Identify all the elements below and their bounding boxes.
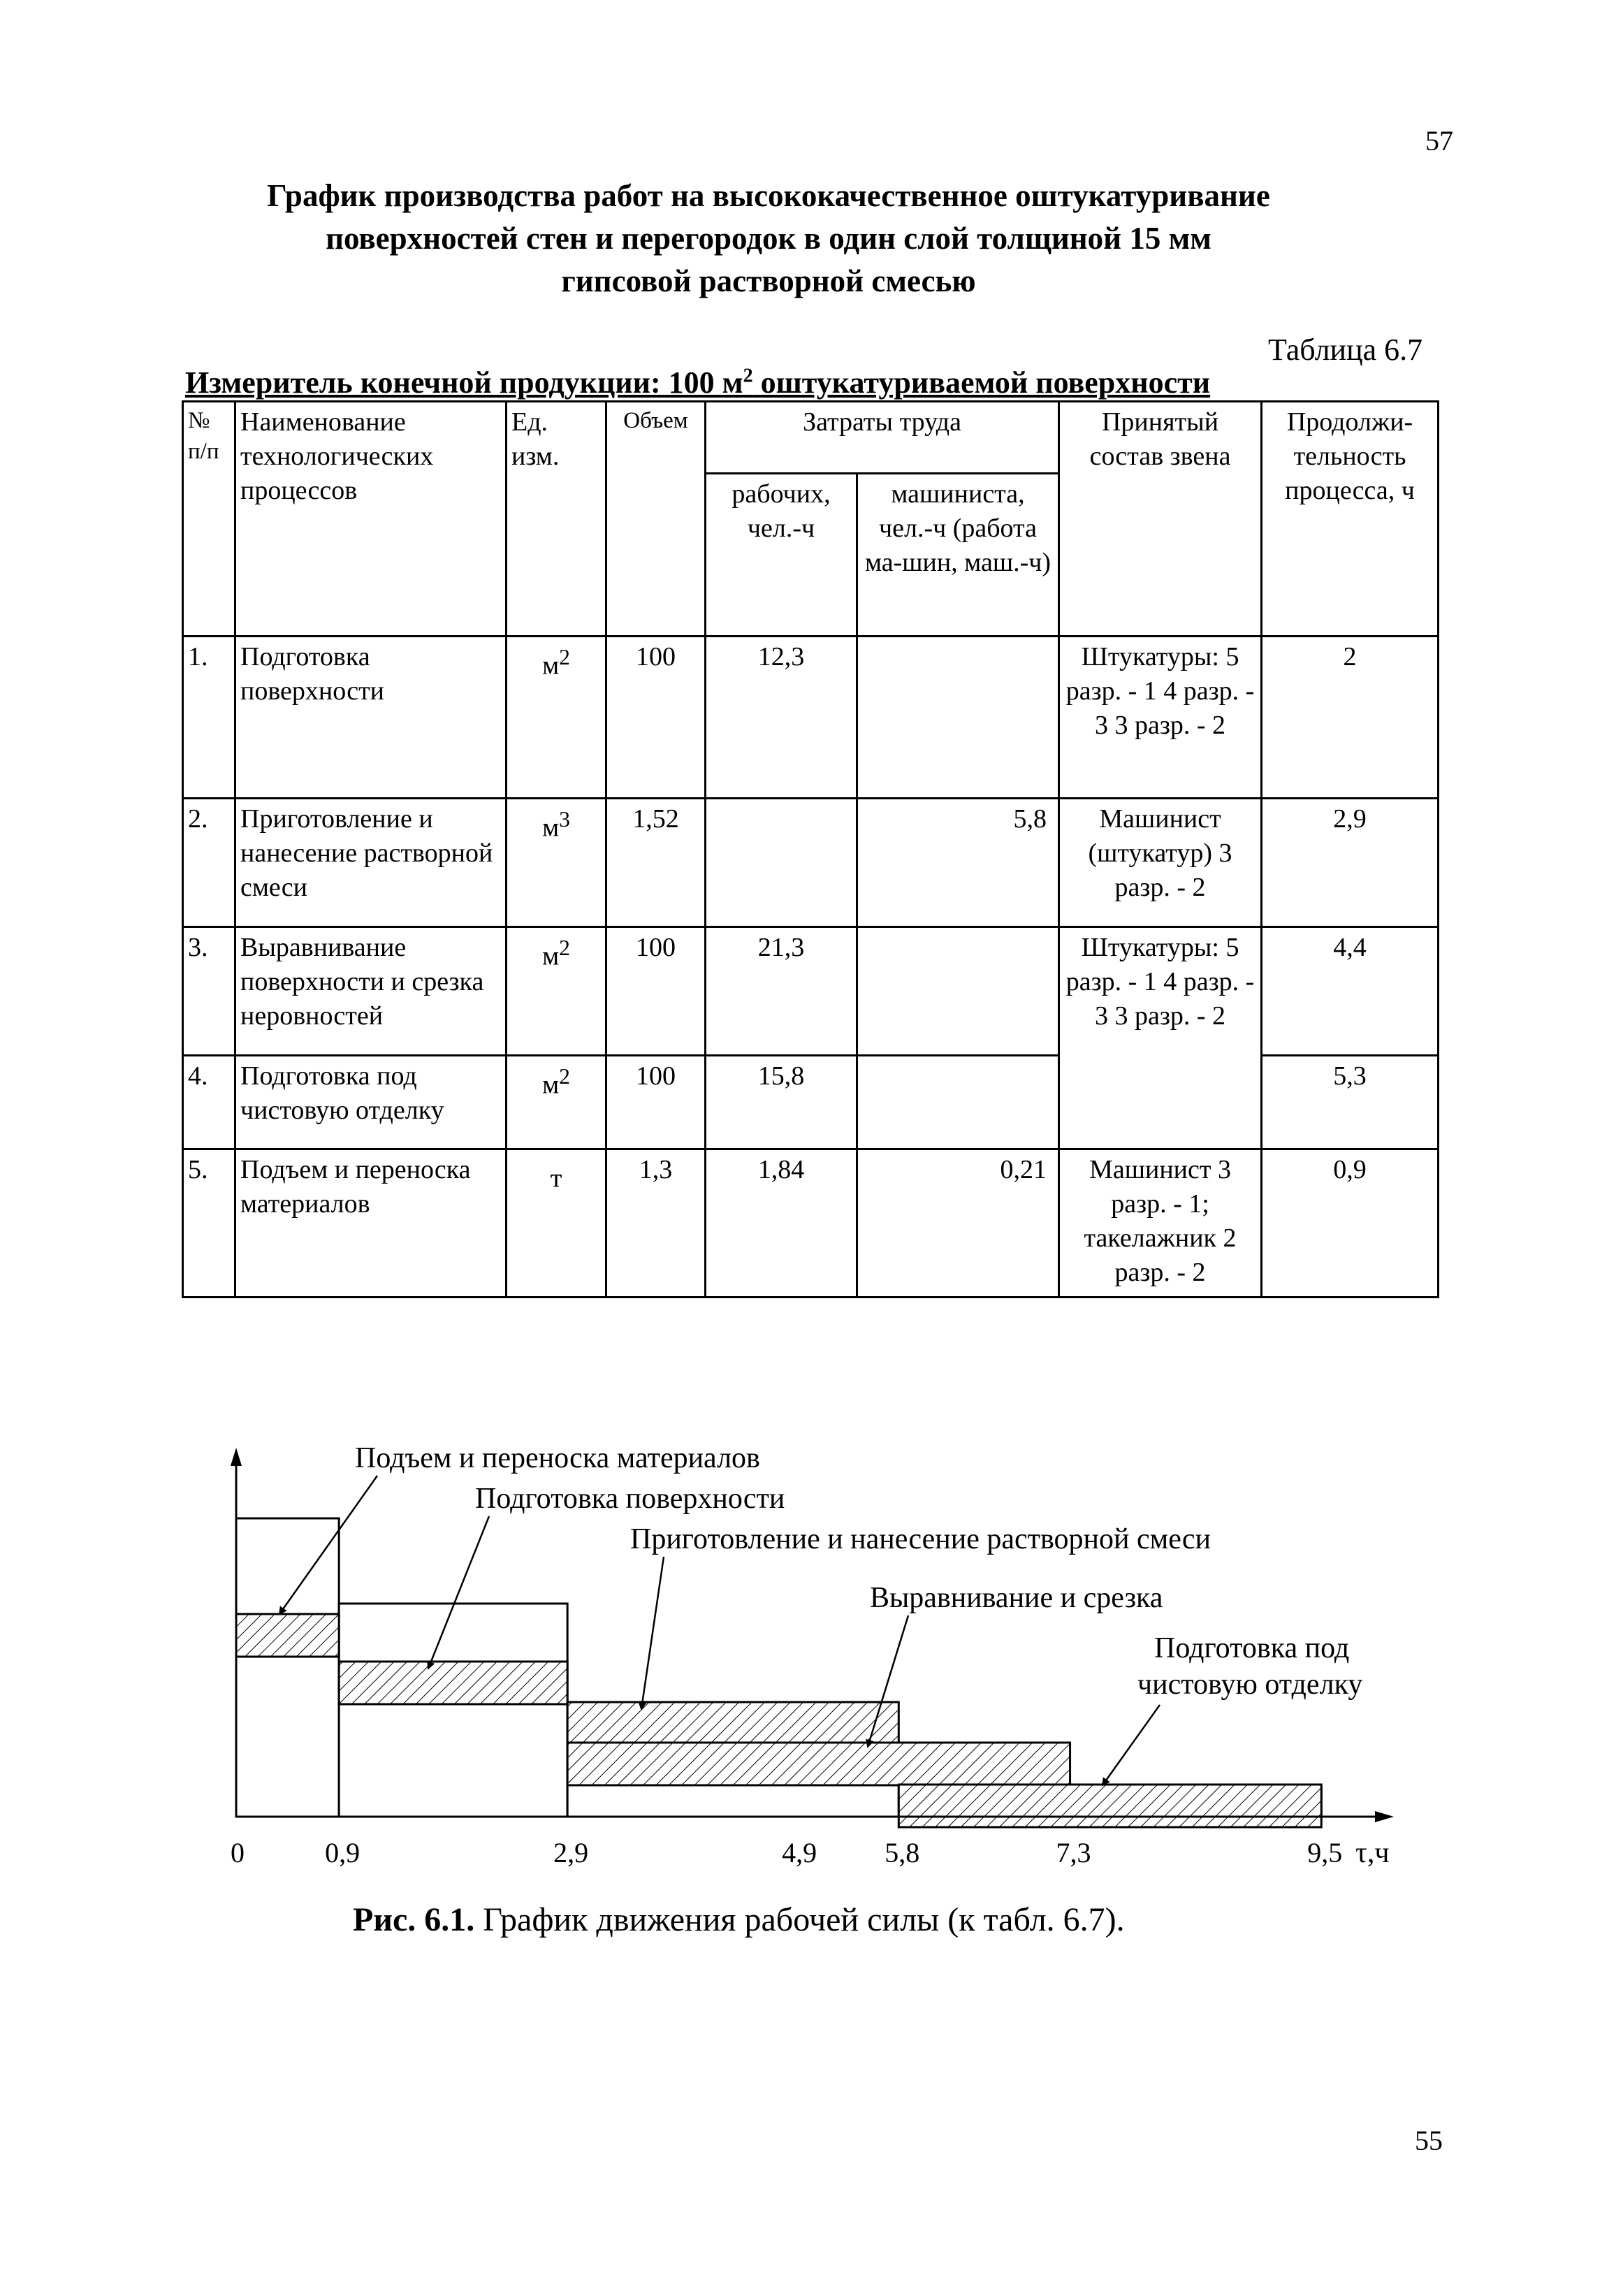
cell-unit [507, 927, 606, 1056]
bar-4 [898, 1785, 1321, 1827]
cell-duration: 5,3 [1262, 1056, 1439, 1149]
header-duration: Продолжи-тельность процесса, ч [1262, 402, 1439, 637]
cell-duration: 2 [1262, 637, 1439, 799]
table-caption: Таблица 6.7 [1268, 333, 1423, 367]
cell-machinist [857, 637, 1059, 799]
cell-crew: Штукатуры: 5 разр. - 1 4 разр. - 3 3 разр. - 2 [1059, 927, 1262, 1149]
cell-num: 5. [183, 1149, 235, 1298]
cell-unit-sup: 3 [559, 807, 570, 831]
leader-finish-prep [1102, 1705, 1160, 1785]
page-title [175, 175, 1362, 303]
cell-machinist [857, 1056, 1059, 1149]
cell-name: Подготовка поверхности [235, 637, 507, 799]
bar-2 [567, 1702, 898, 1745]
cell-machinist [857, 927, 1059, 1056]
figure-caption [353, 1901, 1125, 1939]
label-finish-prep-1: Подготовка под [1154, 1632, 1350, 1664]
cell-unit [507, 637, 606, 799]
title-line: График производства работ на высококачественное оштукатуривание [267, 178, 1270, 213]
title-line: поверхностей стен и перегородок в один слой толщиной 15 мм [326, 221, 1211, 256]
cell-volume: 1,52 [606, 799, 706, 927]
cell-name: Приготовление и нанесение растворной смеси [235, 799, 507, 927]
cell-crew: Машинист (штукатур) 3 разр. - 2 [1059, 799, 1262, 927]
cell-unit-sup: 2 [559, 1064, 570, 1089]
cell-num: 1. [183, 637, 235, 799]
bar-1 [339, 1662, 567, 1704]
cell-workers: 21,3 [706, 927, 857, 1056]
cell-crew: Машинист 3 разр. - 1; такелажник 2 разр. - 2 [1059, 1149, 1262, 1298]
cell-unit-base: м [542, 941, 560, 971]
cell-unit-base: м [542, 813, 560, 843]
cell-unit-sup: 2 [559, 645, 570, 669]
table-row [183, 637, 1439, 799]
cell-machinist: 0,21 [857, 1149, 1059, 1298]
cell-unit [507, 799, 606, 927]
table-row [183, 799, 1439, 927]
x-tick-label: 4,9 [782, 1837, 817, 1868]
header-name: Наименование технологических процессов [235, 402, 507, 637]
cell-unit-base: м [542, 1070, 560, 1100]
x-axis-label: τ,ч [1355, 1837, 1390, 1869]
x-tick-label: 2,9 [553, 1837, 589, 1868]
page-number-bottom: 55 [1415, 2125, 1443, 2156]
cell-crew: Штукатуры: 5 разр. - 1 4 разр. - 3 3 разр. - 2 [1059, 637, 1262, 799]
x-tick-label: 0 [231, 1837, 245, 1868]
header-num: № п/п [183, 402, 235, 637]
table-row [183, 927, 1439, 1056]
x-tick-label: 5,8 [885, 1837, 920, 1868]
x-tick-label: 0,9 [325, 1837, 361, 1868]
cell-unit [507, 1056, 606, 1149]
cell-unit-base: м [542, 651, 560, 681]
cell-duration: 0,9 [1262, 1149, 1439, 1298]
workforce-chart [0, 1418, 1623, 1894]
y-axis-arrow [231, 1448, 242, 1466]
cell-volume: 100 [606, 1056, 706, 1149]
bar-3 [567, 1743, 1070, 1785]
header-crew: Принятый состав звена [1059, 402, 1262, 637]
title-line: гипсовой растворной смесью [561, 263, 976, 298]
table-row [183, 1149, 1439, 1298]
cell-name: Подъем и переноска материалов [235, 1149, 507, 1298]
cell-duration: 2,9 [1262, 799, 1439, 927]
label-mix: Приготовление и нанесение растворной смеси [630, 1523, 1211, 1555]
works-table [182, 400, 1439, 1298]
label-lifting: Подъем и переноска материалов [355, 1442, 760, 1474]
measure-suffix: оштукатуриваемой поверхности [752, 365, 1211, 400]
header-volume: Объем [606, 402, 706, 637]
cell-workers: 1,84 [706, 1149, 857, 1298]
cell-num: 4. [183, 1056, 235, 1149]
label-finish-prep-2: чистовую отделку [1137, 1669, 1363, 1701]
workload-block [339, 1604, 567, 1817]
x-tick-label: 9,5 [1307, 1837, 1343, 1868]
cell-workers: 12,3 [706, 637, 857, 799]
cell-volume: 100 [606, 637, 706, 799]
cell-unit-base: т [550, 1163, 562, 1193]
header-machinist: машиниста, чел.-ч (работа ма-шин, маш.-ч) [857, 474, 1059, 637]
cell-duration: 4,4 [1262, 927, 1439, 1056]
figure-caption-text: График движения рабочей силы (к табл. 6.7). [474, 1901, 1125, 1938]
cell-name: Выравнивание поверхности и срезка неровностей [235, 927, 507, 1056]
header-workers: рабочих, чел.-ч [706, 474, 857, 637]
cell-machinist: 5,8 [857, 799, 1059, 927]
cell-volume: 1,3 [606, 1149, 706, 1298]
cell-workers [706, 799, 857, 927]
measure-prefix: Измеритель конечной продукции: 100 м [185, 365, 743, 400]
measure-line [185, 365, 1210, 400]
figure-caption-number: Рис. 6.1. [353, 1901, 475, 1938]
cell-unit-sup: 2 [559, 936, 570, 960]
label-leveling: Выравнивание и срезка [870, 1582, 1163, 1614]
header-labor: Затраты труда [706, 402, 1059, 474]
cell-num: 3. [183, 927, 235, 1056]
cell-volume: 100 [606, 927, 706, 1056]
x-tick-label: 7,3 [1056, 1837, 1091, 1868]
cell-unit [507, 1149, 606, 1298]
bar-0 [236, 1614, 339, 1657]
measure-sup: 2 [743, 365, 753, 387]
label-surface-prep: Подготовка поверхности [475, 1483, 785, 1515]
cell-name: Подготовка под чистовую отделку [235, 1056, 507, 1149]
leader-mix [641, 1557, 664, 1709]
header-unit: Ед. изм. [507, 402, 606, 637]
workload-block [236, 1518, 339, 1817]
cell-workers: 15,8 [706, 1056, 857, 1149]
cell-num: 2. [183, 799, 235, 927]
page-number-top: 57 [1425, 125, 1453, 157]
x-axis-arrow [1375, 1811, 1394, 1822]
